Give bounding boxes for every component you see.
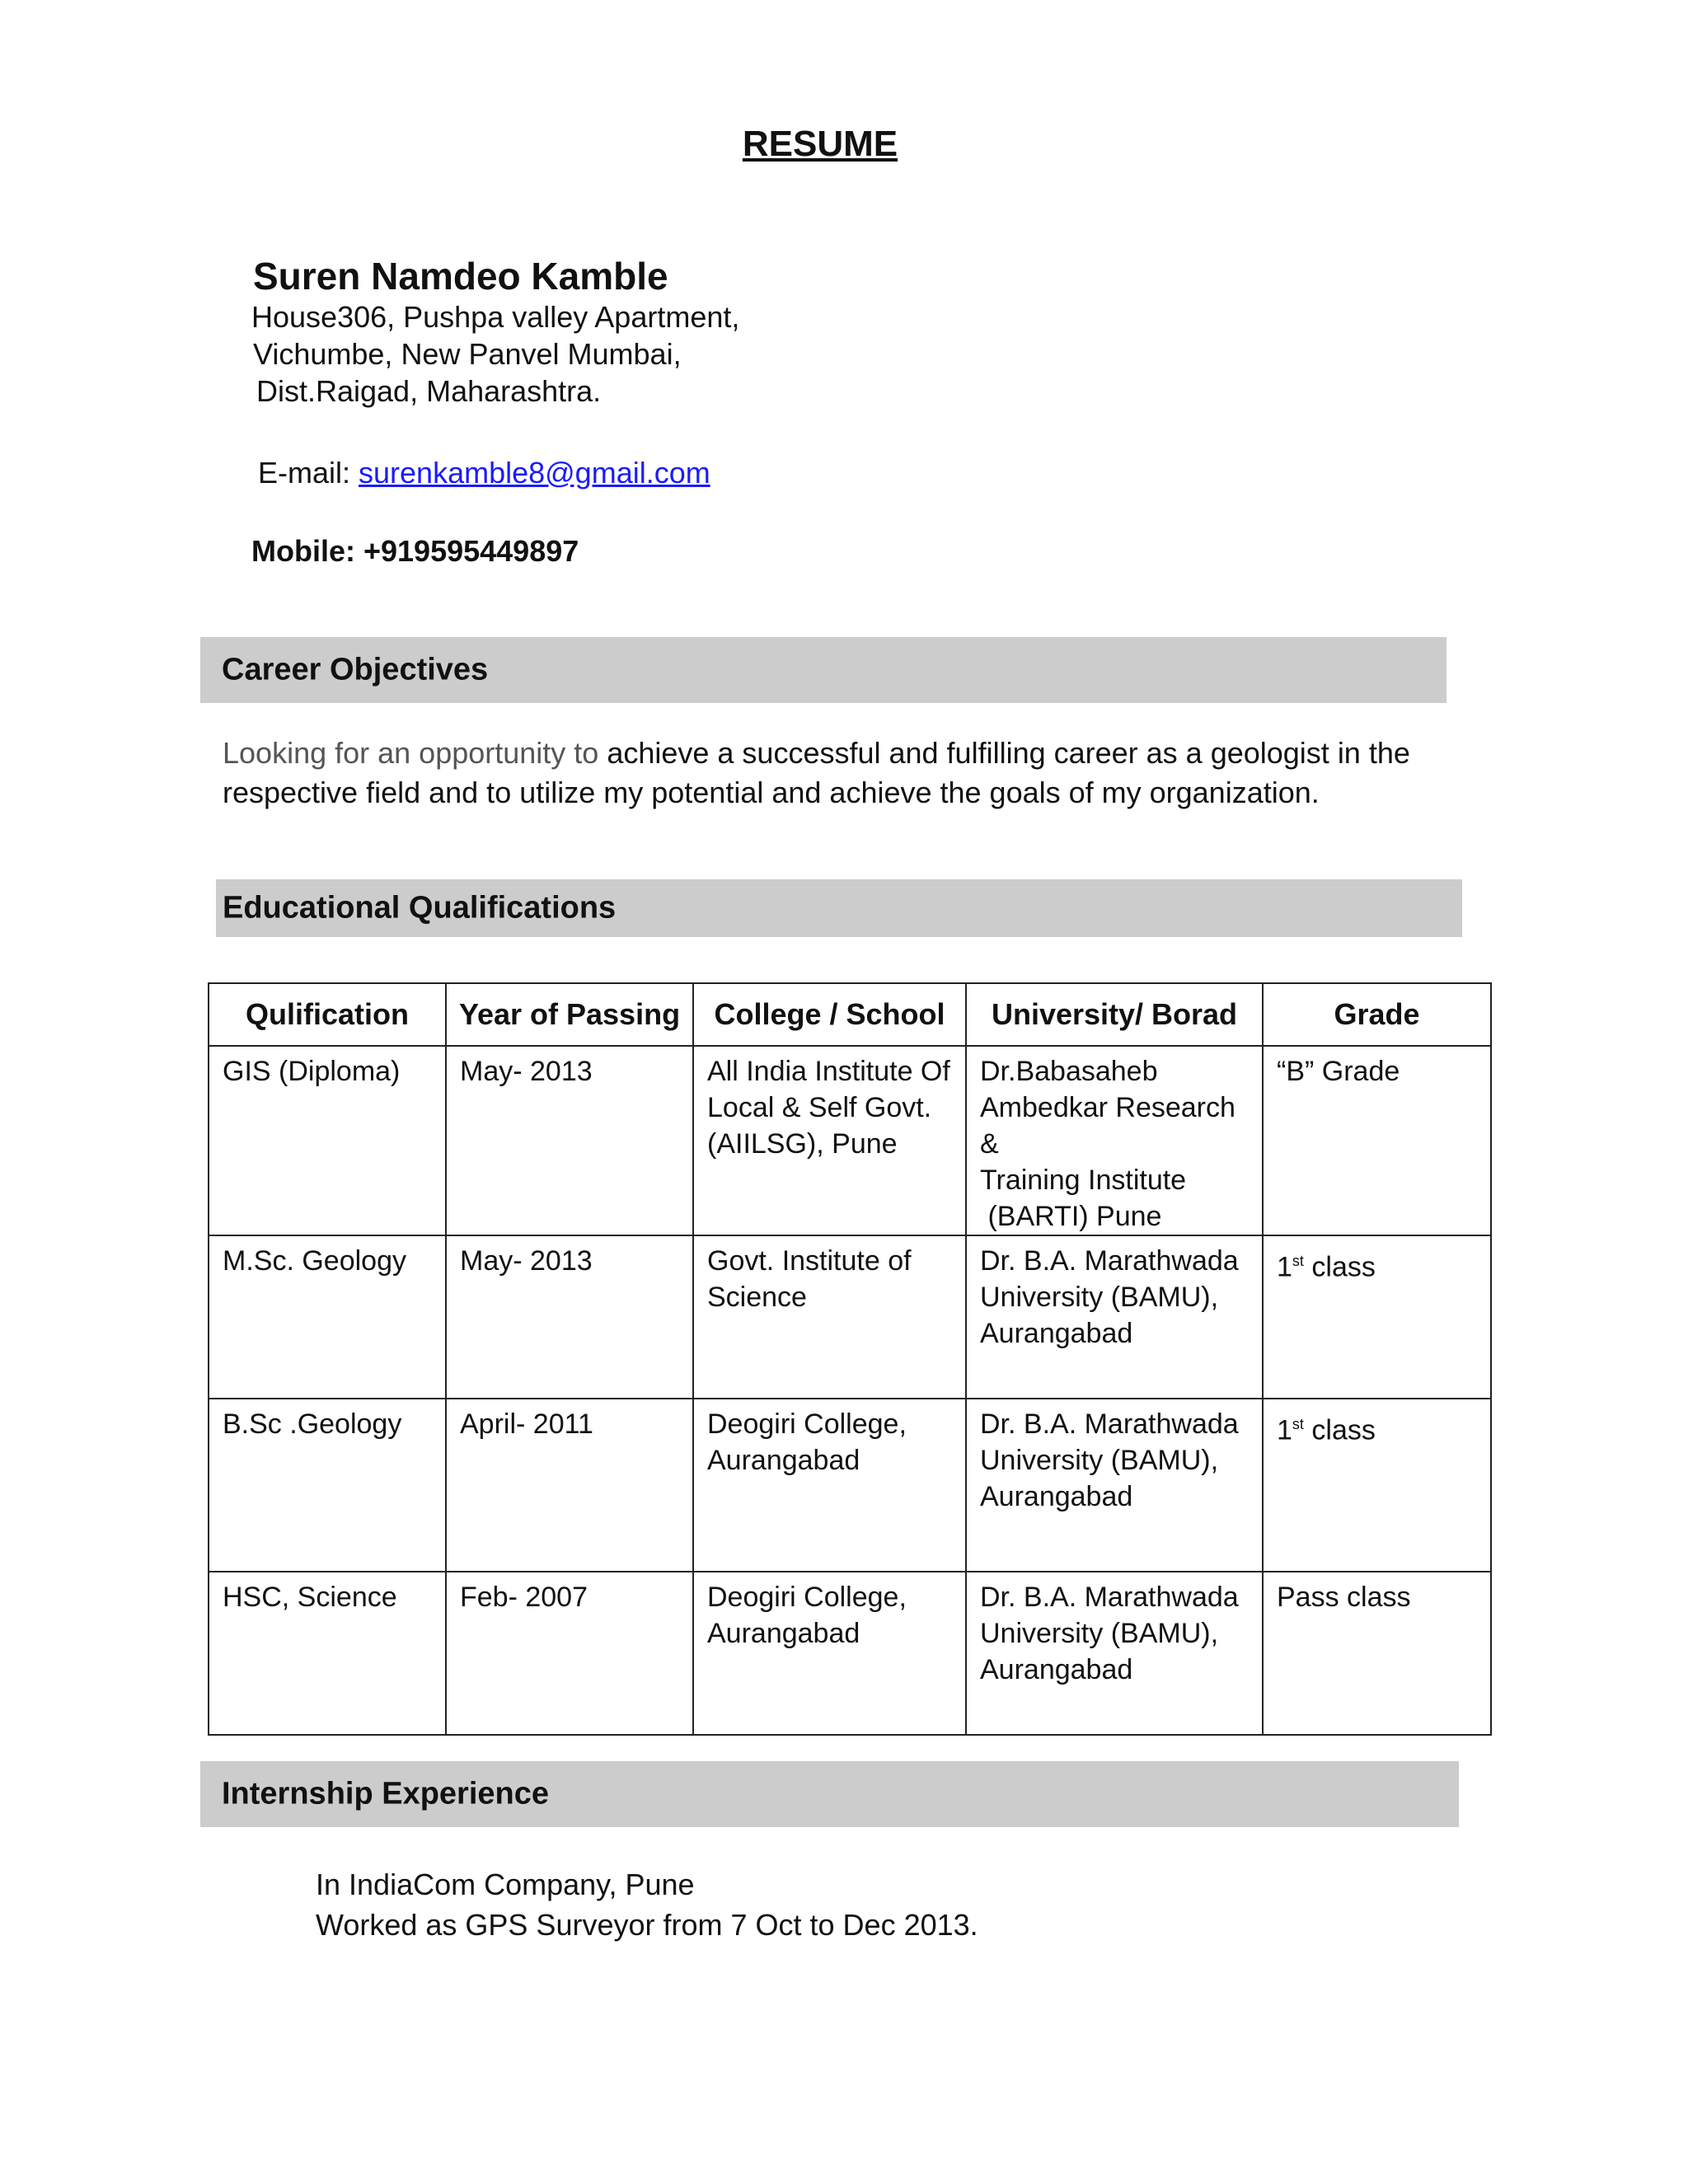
college-cell bbox=[693, 1572, 966, 1735]
internship-line: Worked as GPS Surveyor from 7 Oct to Dec 2013. bbox=[316, 1908, 978, 1942]
year-cell: May- 2013 bbox=[446, 1046, 693, 1235]
university-cell bbox=[966, 1235, 1263, 1399]
address-line-1: House306, Pushpa valley Apartment, bbox=[251, 300, 740, 334]
education-header bbox=[216, 879, 1462, 937]
college-line: All India Institute Of bbox=[707, 1056, 950, 1087]
university-line: University (BAMU), bbox=[980, 1618, 1219, 1649]
college-line: Deogiri College, bbox=[707, 1408, 907, 1440]
year-cell: April- 2011 bbox=[446, 1399, 693, 1572]
university-line: Dr. B.A. Marathwada bbox=[980, 1408, 1239, 1440]
university-line: Dr. B.A. Marathwada bbox=[980, 1245, 1239, 1277]
table-row bbox=[209, 1046, 1491, 1235]
mobile-number: Mobile: +919595449897 bbox=[251, 534, 579, 568]
column-header: Grade bbox=[1263, 983, 1491, 1046]
table-row bbox=[209, 1572, 1491, 1735]
internship-header bbox=[200, 1761, 1459, 1827]
year-cell: Feb- 2007 bbox=[446, 1572, 693, 1735]
college-line: Deogiri College, bbox=[707, 1582, 907, 1613]
university-cell bbox=[966, 1572, 1263, 1735]
grade-cell bbox=[1263, 1572, 1491, 1735]
email-label: E-mail: bbox=[258, 456, 359, 490]
career-objectives-heading: Career Objectives bbox=[222, 652, 489, 687]
column-header: University/ Borad bbox=[966, 983, 1263, 1046]
grade-cell bbox=[1263, 1046, 1491, 1235]
grade-suffix: class bbox=[1303, 1251, 1376, 1283]
education-heading: Educational Qualifications bbox=[223, 890, 617, 926]
university-line: Training Institute bbox=[980, 1165, 1187, 1196]
university-line: University (BAMU), bbox=[980, 1445, 1219, 1476]
university-line: University (BAMU), bbox=[980, 1282, 1219, 1313]
college-line: Science bbox=[707, 1282, 807, 1313]
college-line: Govt. Institute of bbox=[707, 1245, 912, 1277]
internship-heading: Internship Experience bbox=[222, 1776, 550, 1811]
column-header: Year of Passing bbox=[446, 983, 693, 1046]
table-row bbox=[209, 1235, 1491, 1399]
university-cell bbox=[966, 1399, 1263, 1572]
email-link[interactable]: surenkamble8@gmail.com bbox=[359, 456, 710, 490]
university-line: Aurangabad bbox=[980, 1654, 1133, 1685]
college-line: Aurangabad bbox=[707, 1618, 860, 1649]
qualification-cell: HSC, Science bbox=[209, 1572, 446, 1735]
university-line: Dr.Babasaheb bbox=[980, 1056, 1158, 1087]
table-header-row bbox=[209, 983, 1491, 1046]
university-line: Dr. B.A. Marathwada bbox=[980, 1582, 1239, 1613]
internship-details bbox=[316, 1864, 978, 1945]
college-cell bbox=[693, 1235, 966, 1399]
education-table bbox=[208, 982, 1492, 1736]
qualification-cell: M.Sc. Geology bbox=[209, 1235, 446, 1399]
university-cell bbox=[966, 1046, 1263, 1235]
college-line: (AIILSG), Pune bbox=[707, 1128, 898, 1160]
qualification-cell: B.Sc .Geology bbox=[209, 1399, 446, 1572]
table-row bbox=[209, 1399, 1491, 1572]
column-header: Qulification bbox=[209, 983, 446, 1046]
grade-value: Pass class bbox=[1277, 1582, 1411, 1613]
grade-superscript: st bbox=[1292, 1253, 1304, 1269]
candidate-name: Suren Namdeo Kamble bbox=[253, 255, 668, 298]
career-objectives-header bbox=[200, 637, 1447, 703]
university-line: Aurangabad bbox=[980, 1481, 1133, 1512]
objective-text-lead: Looking for an opportunity to bbox=[223, 736, 607, 770]
university-line: (BARTI) Pune bbox=[980, 1201, 1162, 1232]
internship-line: In IndiaCom Company, Pune bbox=[316, 1868, 695, 1901]
grade-cell bbox=[1263, 1399, 1491, 1572]
column-header: College / School bbox=[693, 983, 966, 1046]
address-line-2: Vichumbe, New Panvel Mumbai, bbox=[253, 337, 682, 371]
college-line: Local & Self Govt. bbox=[707, 1092, 932, 1123]
grade-cell bbox=[1263, 1235, 1491, 1399]
grade-value: “B” Grade bbox=[1277, 1056, 1400, 1087]
page-title: RESUME bbox=[742, 124, 898, 164]
year-cell: May- 2013 bbox=[446, 1235, 693, 1399]
career-objective-text bbox=[223, 733, 1459, 813]
university-line: Aurangabad bbox=[980, 1318, 1133, 1349]
address-line-3: Dist.Raigad, Maharashtra. bbox=[256, 374, 602, 408]
objective-text-body: achieve a successful and fulfilling career as a geologist in the respective field and to utilize my potential and achieve the goals of my organization. bbox=[223, 736, 1410, 809]
grade-superscript: st bbox=[1292, 1416, 1304, 1432]
college-line: Aurangabad bbox=[707, 1445, 860, 1476]
qualification-cell: GIS (Diploma) bbox=[209, 1046, 446, 1235]
college-cell bbox=[693, 1046, 966, 1235]
grade-value: 1 bbox=[1277, 1251, 1292, 1283]
grade-value: 1 bbox=[1277, 1414, 1292, 1446]
college-cell bbox=[693, 1399, 966, 1572]
email-line bbox=[258, 456, 710, 490]
university-line: Ambedkar Research & bbox=[980, 1092, 1236, 1160]
grade-suffix: class bbox=[1303, 1414, 1376, 1446]
